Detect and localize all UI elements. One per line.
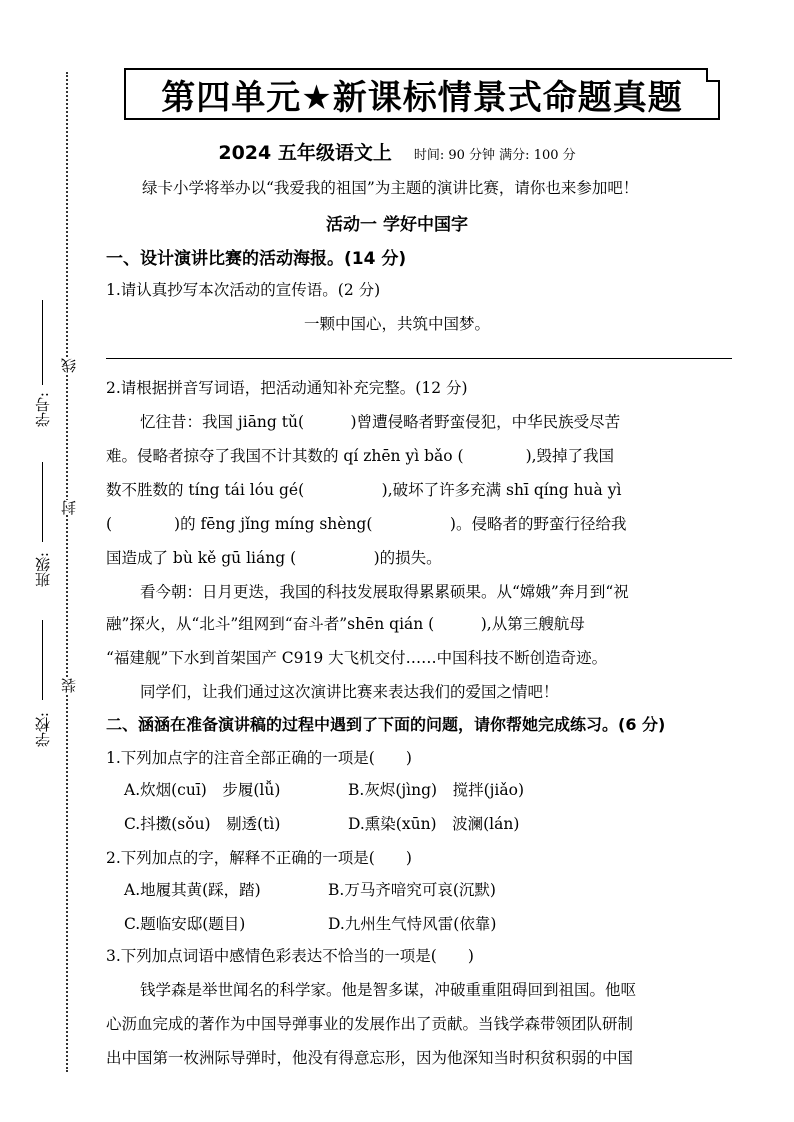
class-blank (42, 462, 43, 542)
s1-para-4: ( )的 fēng jǐng míng shèng( )。侵略者的野蛮行径给我 (106, 515, 627, 533)
s2-q3: 3.下列加点词语中感情色彩表达不恰当的一项是( ) (106, 947, 474, 965)
title-banner (124, 68, 720, 120)
s1-q2: 2.请根据拼音写词语，把活动通知补充完整。(12 分) (106, 379, 468, 397)
s2-q1-option-a: A.炊烟(cuī) 步履(lǚ) (124, 781, 281, 799)
number-label: 学号: (34, 392, 52, 428)
class-label: 班级: (34, 552, 52, 588)
s1-para-9: 同学们，让我们通过这次演讲比赛来表达我们的爱国之情吧！ (140, 683, 559, 701)
subtitle-row (0, 138, 794, 165)
s1-para-8: “福建舰”下水到首架国产 C919 大飞机交付……中国科技不断创造奇迹。 (106, 649, 608, 667)
s2-passage-3: 出中国第一枚洲际导弹时，他没有得意忘形，因为他深知当时积贫积弱的中国 (106, 1049, 634, 1067)
s2-q2-option-b: B.万马齐喑究可哀(沉默) (328, 881, 496, 899)
s2-q2: 2.下列加点的字，解释不正确的一项是( ) (106, 849, 412, 867)
answer-line (106, 358, 732, 359)
s2-q1: 1.下列加点字的注音全部正确的一项是( ) (106, 749, 412, 767)
cut-mark-seal: 封 (60, 500, 78, 515)
school-label: 学校: (34, 712, 52, 748)
school-blank (42, 620, 43, 700)
cut-mark-bind: 装 (60, 678, 78, 693)
s2-q1-option-d: D.熏染(xūn) 波澜(lán) (348, 815, 520, 833)
slogan: 一颗中国心，共筑中国梦。 (303, 315, 490, 333)
s1-para-7: 融”探火，从“北斗”组网到“奋斗者”shēn qián ( ),从第三艘航母 (106, 615, 585, 633)
intro-text: 绿卡小学将举办以“我爱我的祖国”为主题的演讲比赛，请你也来参加吧！ (142, 179, 639, 197)
s1-para-5: 国造成了 bù kě gū liáng ( )的损失。 (106, 549, 442, 567)
section2-title: 二、涵涵在准备演讲稿的过程中遇到了下面的问题，请你帮她完成练习。(6 分) (106, 715, 666, 734)
section1-title: 一、设计演讲比赛的活动海报。(14 分) (106, 249, 407, 269)
page-title: 第四单元★新课标情景式命题真题 (161, 77, 683, 118)
banner-corner (706, 68, 720, 82)
cut-mark-line: 线 (60, 358, 78, 373)
s2-passage-2: 心沥血完成的著作为中国导弹事业的发展作出了贡献。当钱学森带领团队研制 (106, 1015, 634, 1033)
s2-q2-option-a: A.地履其黄(踩，踏) (124, 881, 261, 899)
activity-title: 活动一 学好中国字 (326, 215, 468, 235)
s1-para-3: 数不胜数的 tíng tái lóu gé( ),破坏了许多充满 shī qíng huà yì (106, 481, 622, 499)
s1-para-1: 忆往昔：我国 jiāng tǔ( )曾遭侵略者野蛮侵犯，中华民族受尽苦 (140, 413, 621, 431)
s2-q1-option-b: B.灰烬(jìng) 搅拌(jiǎo) (348, 781, 525, 799)
s1-q1: 1.请认真抄写本次活动的宣传语。(2 分) (106, 281, 381, 299)
time-score-info: 时间: 90 分钟 满分: 100 分 (413, 148, 576, 163)
s2-q1-option-c: C.抖擞(sǒu) 剔透(tì) (124, 815, 281, 833)
subtitle: 2024 五年级语文上 (218, 142, 392, 164)
s2-passage-1: 钱学森是举世闻名的科学家。他是智多谋，冲破重重阻碍回到祖国。他呕 (140, 981, 637, 999)
s1-para-2: 难。侵略者掠夺了我国不计其数的 qí zhēn yì bǎo ( ),毁掉了我国 (106, 447, 615, 465)
s1-para-6: 看今朝：日月更迭，我国的科技发展取得累累硕果。从“嫦娥”奔月到“祝 (140, 583, 629, 601)
s2-q2-option-c: C.题临安邸(题目) (124, 915, 246, 933)
s2-q2-option-d: D.九州生气恃风雷(依靠) (328, 915, 497, 933)
